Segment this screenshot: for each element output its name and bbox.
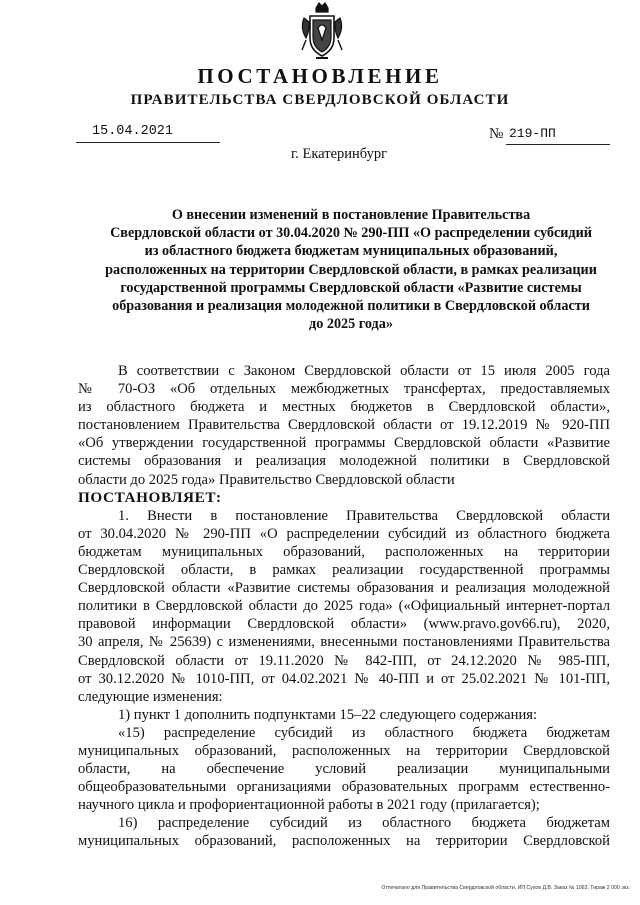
body-line: от 30.12.2020 № 1010-ПП, от 04.02.2021 № 40-ПП и от 25.02.2021 № 101-ПП, [78,670,610,687]
body-line: 30 апреля, № 25639) с изменениями, внесенными постановлениями Правительства [78,634,610,651]
body-line: Свердловской области, в рамках реализации государственной программы [78,562,610,579]
document-title [80,206,622,333]
body-line: области до 2025 года» Правительство Свердловской области [78,471,455,488]
coat-of-arms-icon [296,0,348,62]
resolution-heading: ПОСТАНОВЛЯЕТ: [78,488,222,506]
body-line: муниципальных образований, расположенных на территории Свердловской [78,833,610,850]
body-line: постановлением Правительства Свердловской области от 19.12.2019 № 920-ПП [78,417,610,434]
title-line: государственной программы Свердловской области «Развитие системы [120,279,582,296]
body-line: 16) распределение субсидий из областного бюджета бюджетам [118,815,610,832]
title-line: Свердловской области от 30.04.2020 № 290-ПП «О распределении субсидий [110,225,592,242]
body-line: 1) пункт 1 дополнить подпунктами 15–22 следующего содержания: [118,706,538,723]
document-type: ПОСТАНОВЛЕНИЕ [197,64,443,88]
title-line: О внесении изменений в постановление Правительства [171,207,531,223]
print-footer: Отпечатано для Правительства Свердловской области. ИП Сухов Д.В. Заказ № 1063. Тираж 2 000 экз. [381,885,630,891]
document-date: 15.04.2021 [92,124,174,139]
number-sign: № [489,126,504,142]
body-line: «Об утверждении государственной программы Свердловской области «Развитие [78,435,610,452]
body-line: бюджетам муниципальных образований, расположенных на территории [78,543,610,560]
number-underline [506,144,610,145]
title-line: образования и реализация молодежной политики в Свердловской области [112,298,590,315]
body-line: № 70-ОЗ «Об отдельных межбюджетных трансфертах, предоставляемых [78,381,610,398]
date-underline [76,142,220,143]
body-line: В соответствии с Законом Свердловской области от 15 июля 2005 года [118,363,610,379]
body-line: системы образования и реализация молодежной политики в Свердловской [78,453,610,470]
body-line: следующие изменения: [78,688,223,705]
body-line: Свердловской области от 19.11.2020 № 842-ПП, от 24.12.2020 № 985-ПП, [78,652,610,669]
body-line: политики в Свердловской области до 2025 года» («Официальный интернет-портал [78,598,610,615]
body-line: от 30.04.2020 № 290-ПП «О распределении субсидий из областного бюджета [78,525,610,542]
document-number: 219-ПП [509,126,556,141]
body-line: области, на обеспечение условий реализации муниципальными [78,761,610,778]
issuer-name: ПРАВИТЕЛЬСТВА СВЕРДЛОВСКОЙ ОБЛАСТИ [130,92,510,108]
document-body [78,362,610,851]
body-line: «15) распределение субсидий из областного бюджета бюджетам [118,724,610,741]
body-line: общеобразовательными организациями образовательных программ естественно- [78,779,610,796]
title-line: из областного бюджета бюджетам муниципальных образований, [144,243,558,260]
body-line: Свердловской области «Развитие системы образования и реализация молодежной [78,580,610,597]
body-line: из областного бюджета и местных бюджетов в Свердловской области», [78,399,610,416]
body-line: муниципальных образований, расположенных на территории Свердловской [78,742,610,759]
body-line: 1. Внести в постановление Правительства Свердловской области [118,507,610,524]
body-line: научного цикла и профориентационной работы в 2021 году (прилагается); [78,797,540,814]
title-line: расположенных на территории Свердловской области, в рамках реализации [105,261,597,278]
city: г. Екатеринбург [290,146,388,162]
body-line: правовой информации Свердловской области» (www.pravo.gov66.ru), 2020, [78,616,610,633]
title-line: до 2025 года» [309,316,393,333]
